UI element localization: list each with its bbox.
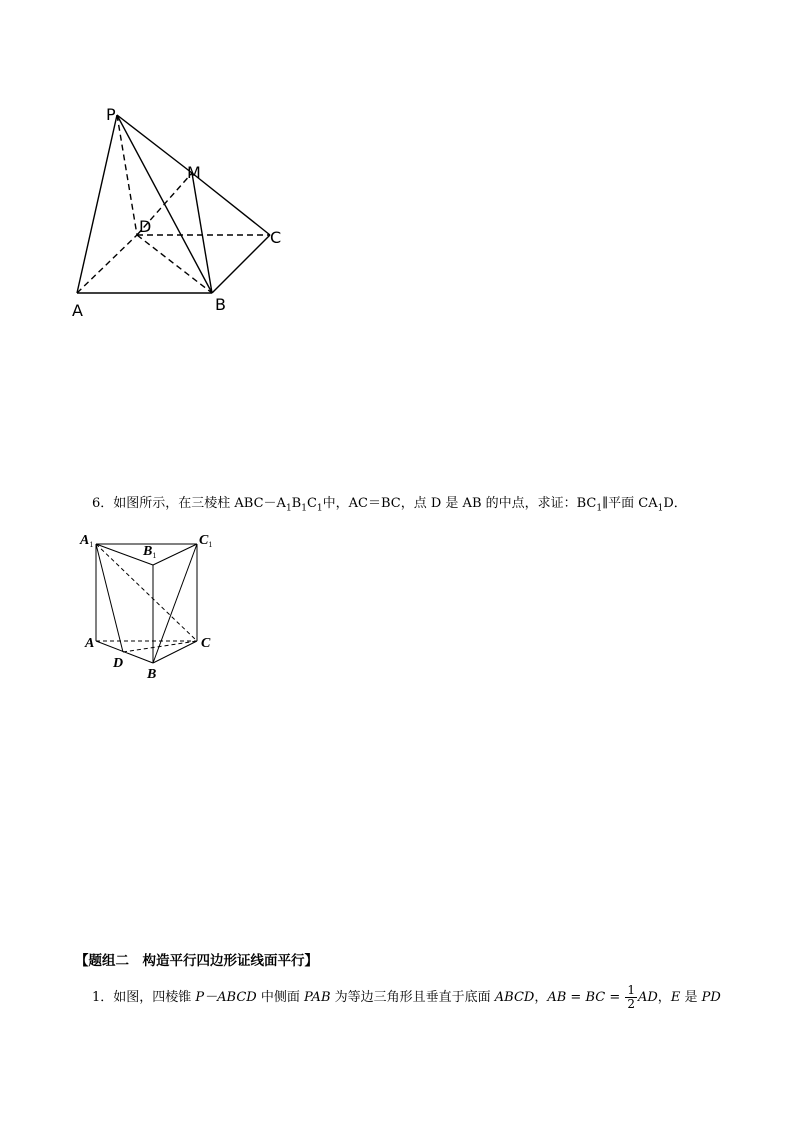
edge-bc [212, 235, 270, 293]
label-c: C [270, 228, 282, 247]
prism-figure [75, 528, 225, 683]
label-b: B [147, 667, 157, 682]
section-title: 【题组二 构造平行四边形证线面平行】 [75, 953, 318, 969]
label-b1: $B_1$ [143, 544, 157, 560]
problem-6-number: 6． [92, 496, 114, 511]
edge-pm [117, 115, 192, 173]
problem-6: 6．如图所示，在三棱柱 $ABC-A_1B_1C_1$中，AC＝BC，点 D 是 AB 的中点，求证：$BC_1\parallel$平面 $CA_1D$． [92, 496, 687, 514]
edge-a1d [96, 544, 123, 652]
label-d: D [113, 656, 124, 671]
label-a: A [72, 301, 83, 320]
edge-pa [77, 115, 117, 293]
problem-1: 1．如图，四棱锥 P－ABCD 中侧面 PAB 为等边三角形且垂直于底面 ABCD，AB = BC = $\frac{1}{2}$ AD，E 是 PD [92, 983, 721, 1011]
edge-db [137, 235, 212, 293]
fraction-one-half: $\frac{1}{2}$ [627, 983, 635, 1011]
edge-ad [77, 235, 137, 293]
label-c1: $C_1$ [199, 533, 213, 549]
pyramid-figure [60, 95, 300, 325]
label-p: P [106, 105, 116, 124]
label-m: M [187, 163, 201, 182]
problem-6-text-a: 如图所示，在三棱柱 ABC－A [113, 496, 286, 511]
label-b: B [215, 295, 226, 314]
label-a: A [85, 636, 95, 651]
label-c: C [201, 636, 211, 651]
label-a1: $A_1$ [80, 533, 94, 549]
problem-1-number: 1． [92, 990, 114, 1005]
label-d: D [139, 217, 152, 236]
edge-mc [192, 173, 270, 235]
